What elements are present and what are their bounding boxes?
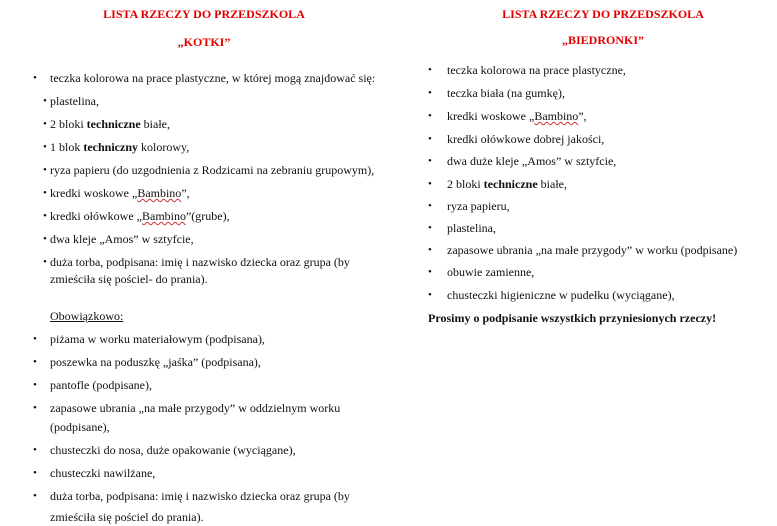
list-item — [447, 86, 565, 101]
list-item: chusteczki do nosa, duże opakowanie (wyciągane), — [50, 443, 296, 457]
list-item: pantofle (podpisane), — [50, 378, 152, 392]
bullet: • — [428, 200, 432, 212]
item-text: ”, — [181, 186, 190, 200]
brand-name: Bambino — [137, 186, 182, 200]
right-title: LISTA RZECZY DO PRZEDSZKOLA — [502, 7, 704, 21]
bullet: • — [428, 87, 432, 99]
list-item — [447, 221, 496, 236]
right-group-name: „BIEDRONKI” — [561, 33, 644, 47]
bullet: • — [43, 233, 47, 245]
list-item — [447, 177, 567, 192]
list-item — [447, 265, 534, 280]
item-text: duża torba, podpisana: imię i nazwisko dziecka oraz grupa (by — [50, 255, 350, 269]
bullet: • — [33, 379, 37, 391]
list-item — [447, 63, 626, 78]
left-intro-item: teczka kolorowa na prace plastyczne, w której mogą znajdować się: — [50, 71, 376, 85]
bullet: • — [33, 467, 37, 479]
list-item — [50, 209, 230, 224]
bullet: • — [428, 110, 432, 122]
list-item — [447, 132, 604, 147]
bullet: • — [43, 95, 47, 107]
emphasis-text: techniczny — [83, 140, 138, 154]
item-text: zapasowe ubrania „na małe przygody” w worku (podpisane) — [447, 243, 738, 257]
item-text: 2 bloki — [50, 117, 87, 131]
list-item — [50, 255, 350, 270]
list-item — [50, 140, 189, 155]
closing-note: Prosimy o podpisanie wszystkich przyniesionych rzeczy! — [428, 311, 717, 325]
list-item — [50, 117, 170, 132]
item-text: plastelina, — [447, 221, 496, 235]
item-text: plastelina, — [50, 94, 99, 108]
list-item — [447, 154, 616, 169]
bullet: • — [33, 402, 37, 414]
bullet: • — [428, 289, 432, 301]
bullet: • — [428, 133, 432, 145]
list-item — [447, 288, 675, 303]
bullet: • — [43, 187, 47, 199]
list-item — [50, 186, 190, 201]
bullet: • — [428, 244, 432, 256]
bullet: • — [33, 72, 37, 84]
item-text: ”(grube), — [185, 209, 230, 223]
list-item: duża torba, podpisana: imię i nazwisko dziecka oraz grupa (by — [50, 489, 350, 503]
item-text: dwa duże kleje „Amos” w sztyfcie, — [447, 154, 617, 168]
item-text: kredki woskowe „ — [50, 186, 138, 200]
mandatory-item-continuation: zmieściła się pościel do prania). — [50, 510, 204, 524]
item-text: ryza papieru (do uzgodnienia z Rodzicami na zebraniu grupowym), — [50, 163, 375, 177]
bullet: • — [33, 356, 37, 368]
bullet: • — [33, 444, 37, 456]
emphasis-text: techniczne — [86, 117, 141, 131]
mandatory-item-continuation: (podpisane), — [50, 420, 110, 434]
list-item — [447, 199, 510, 214]
list-item — [447, 243, 737, 258]
list-item: zapasowe ubrania „na małe przygody” w oddzielnym worku — [50, 401, 341, 415]
bullet: • — [33, 333, 37, 345]
item-text: ”, — [578, 109, 587, 123]
left-group-name: „KOTKI” — [177, 35, 231, 49]
item-text: kolorowy, — [138, 140, 190, 154]
item-text: kredki woskowe „ — [447, 109, 535, 123]
item-text: kredki ołówkowe dobrej jakości, — [447, 132, 605, 146]
item-text: kredki ołówkowe „ — [50, 209, 142, 223]
item-text: ryza papieru, — [447, 199, 510, 213]
bullet: • — [43, 118, 47, 130]
item-text: 1 blok — [50, 140, 84, 154]
item-text: białe, — [140, 117, 170, 131]
bullet: • — [428, 64, 432, 76]
bullet: • — [428, 266, 432, 278]
mandatory-heading: Obowiązkowo: — [50, 309, 124, 323]
list-item: piżama w worku materiałowym (podpisana), — [50, 332, 265, 346]
item-text: białe, — [537, 177, 567, 191]
list-item — [50, 163, 374, 178]
bullet: • — [428, 178, 432, 190]
bullet: • — [33, 490, 37, 502]
item-text: 2 bloki — [447, 177, 484, 191]
list-item — [447, 109, 587, 124]
item-text: teczka kolorowa na prace plastyczne, — [447, 63, 626, 77]
bullet: • — [43, 210, 47, 222]
bullet: • — [43, 164, 47, 176]
bullet: • — [428, 222, 432, 234]
item-text: obuwie zamienne, — [447, 265, 535, 279]
bullet: • — [43, 141, 47, 153]
bullet: • — [43, 256, 47, 268]
list-item — [50, 94, 99, 109]
item-text: chusteczki higieniczne w pudełku (wyciągane), — [447, 288, 675, 302]
brand-name: Bambino — [534, 109, 579, 123]
bullet: • — [428, 155, 432, 167]
brand-name: Bambino — [141, 209, 186, 223]
emphasis-text: techniczne — [483, 177, 538, 191]
list-item: chusteczki nawilżane, — [50, 466, 156, 480]
item-text: dwa kleje „Amos” w sztyfcie, — [50, 232, 194, 246]
list-item: poszewka na poduszkę „jaśka” (podpisana), — [50, 355, 261, 369]
left-sub-item-continuation: zmieściła się pościel- do prania). — [50, 272, 208, 286]
left-title: LISTA RZECZY DO PRZEDSZKOLA — [103, 7, 305, 21]
list-item — [50, 232, 194, 247]
item-text: teczka biała (na gumkę), — [447, 86, 565, 100]
